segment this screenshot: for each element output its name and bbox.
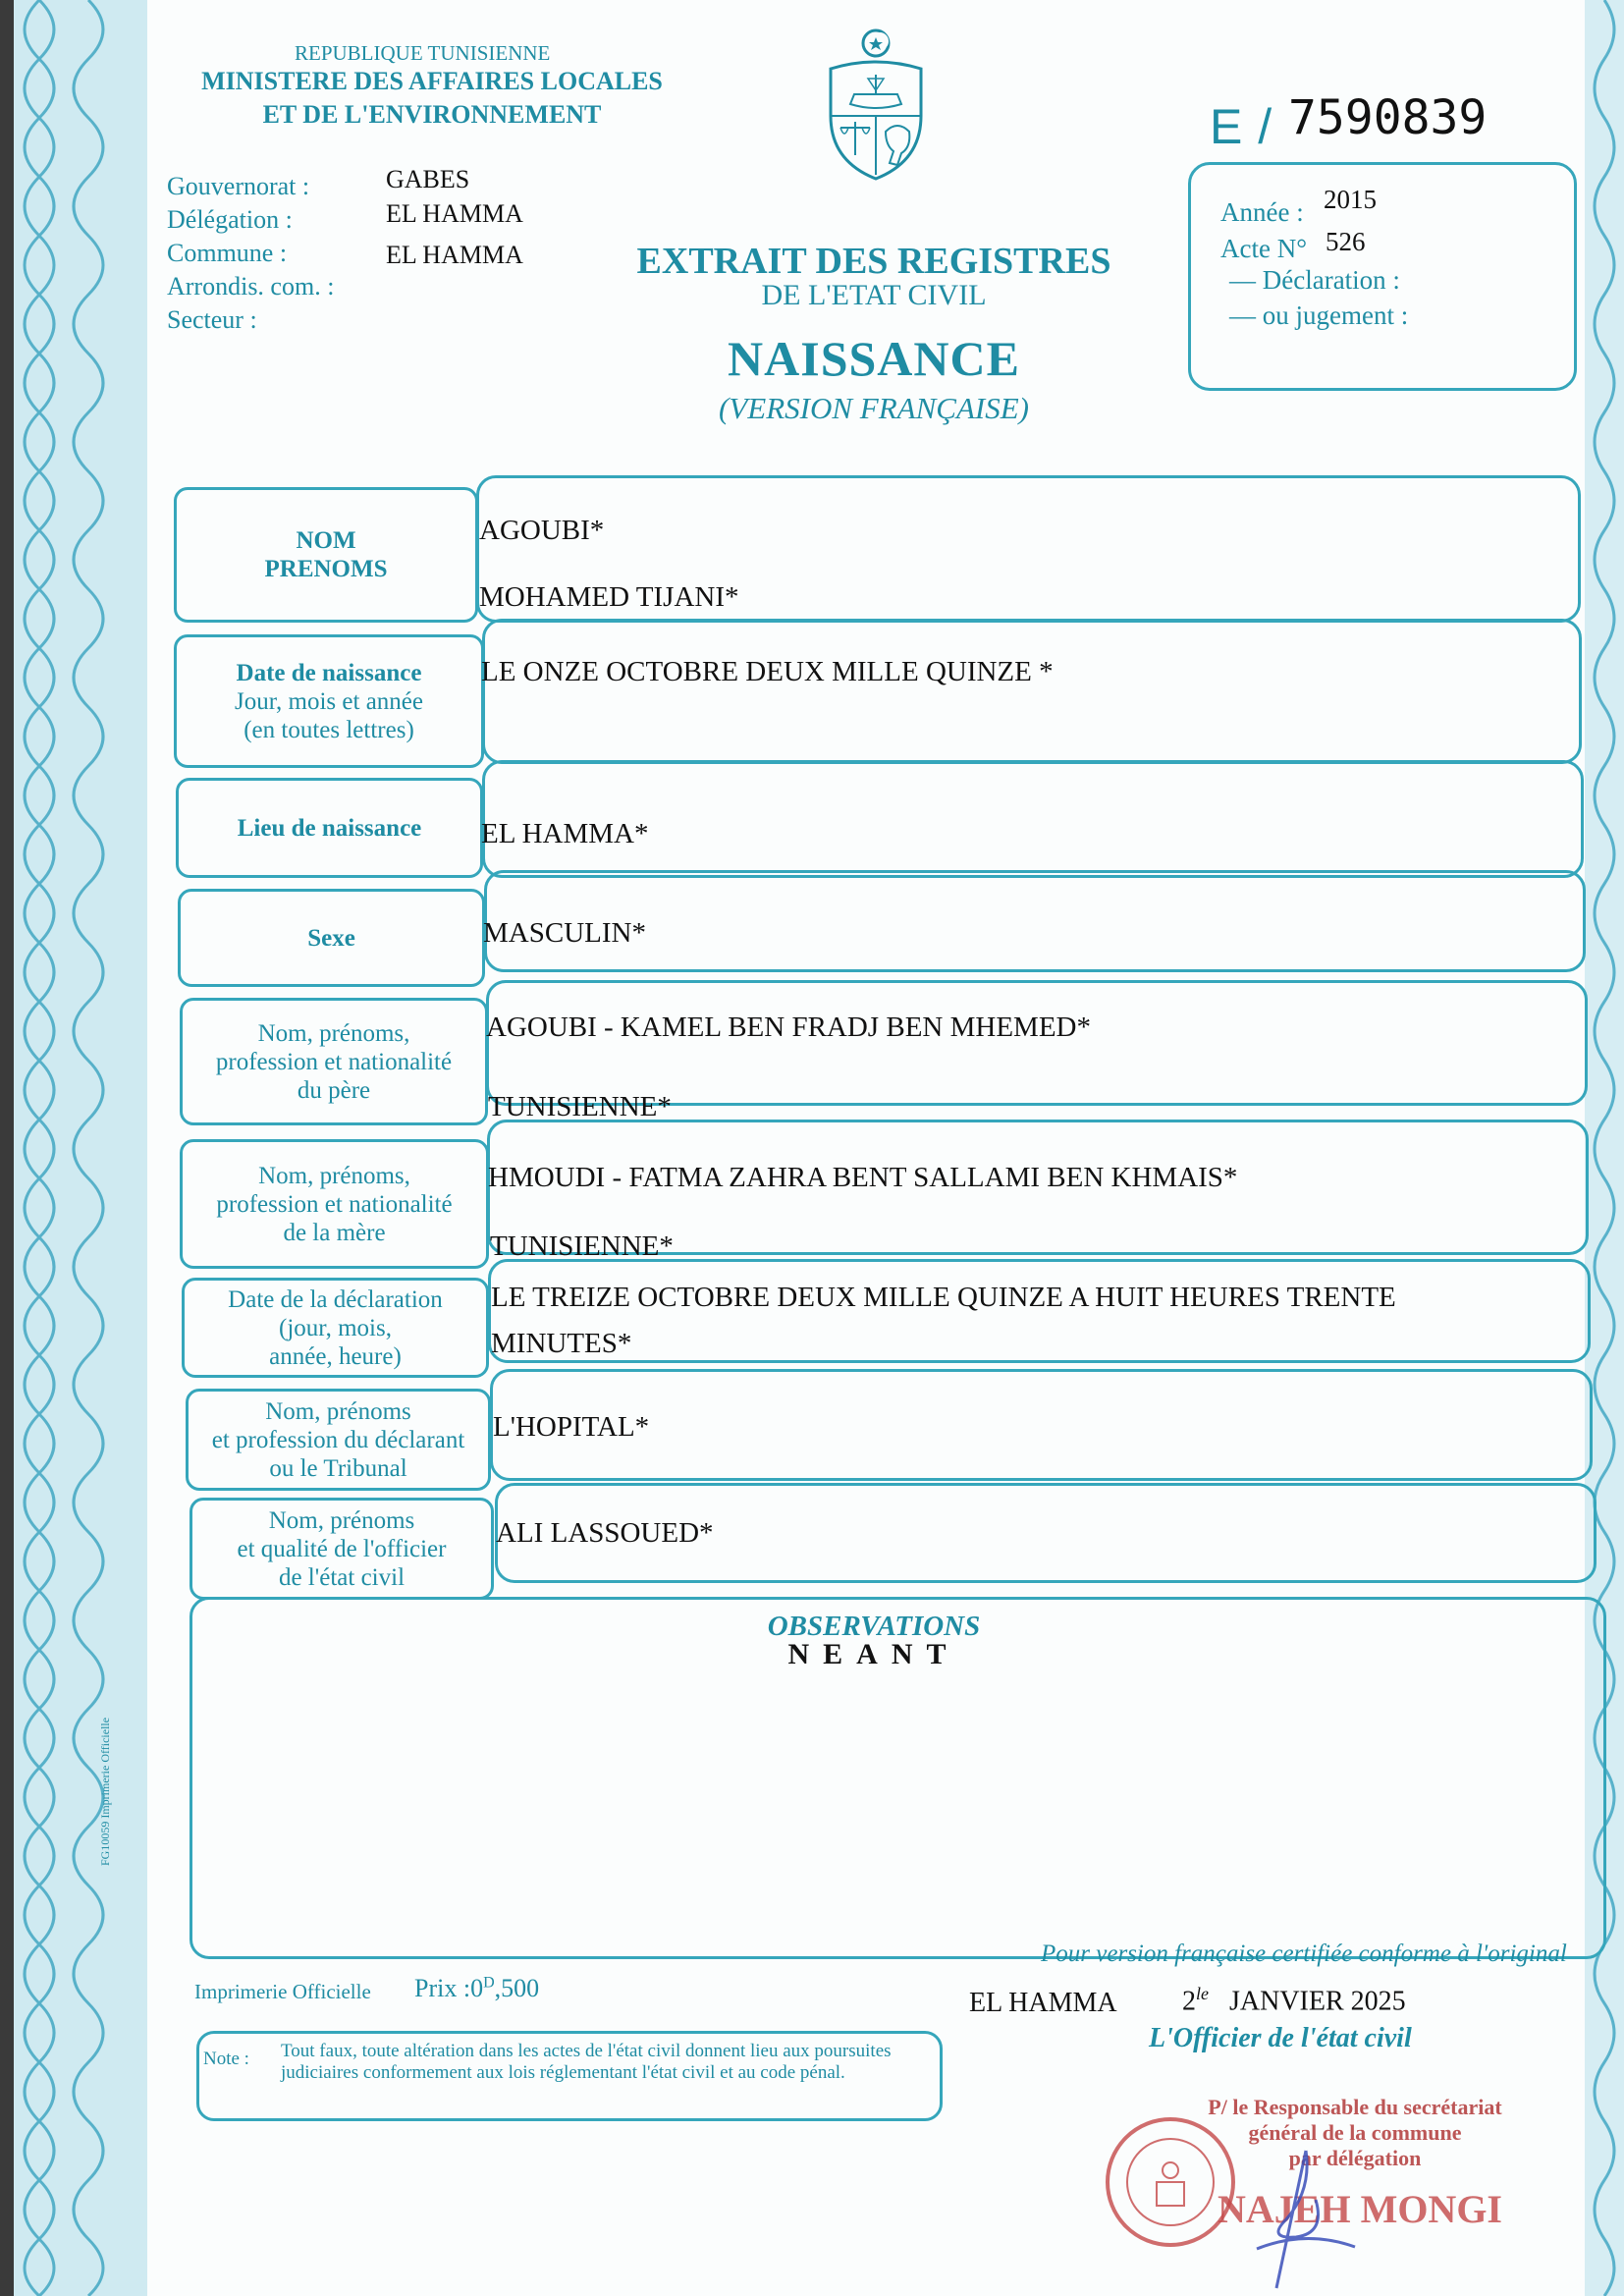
declarant-label-1: Nom, prénoms [265, 1397, 411, 1425]
sexe-value: MASCULIN* [483, 917, 646, 949]
nom-prenoms-label-box [174, 487, 478, 623]
document-title-version: (VERSION FRANÇAISE) [719, 391, 1029, 425]
price-amount: ,500 [494, 1974, 540, 2002]
republic-heading: REPUBLIQUE TUNISIENNE [295, 41, 551, 65]
commune-value: EL HAMMA [386, 241, 523, 269]
stamp-line-2: général de la commune [1248, 2120, 1462, 2145]
declaration-date-label-3: année, heure) [269, 1342, 402, 1370]
date-naissance-value: LE ONZE OCTOBRE DEUX MILLE QUINZE * [481, 656, 1054, 687]
mere-label-box [180, 1139, 489, 1269]
prenoms-value: MOHAMED TIJANI* [479, 581, 739, 613]
ministry-heading [177, 65, 687, 132]
annee-value: 2015 [1324, 185, 1377, 214]
nom-label: NOM [296, 527, 356, 554]
date-naissance-label: Date de naissance [236, 659, 422, 686]
declarant-label-2: et profession du déclarant [211, 1426, 465, 1453]
officier-label-box [189, 1498, 494, 1600]
mere-nationality-value: TUNISIENNE* [490, 1230, 674, 1262]
serial-prefix: E / [1210, 99, 1273, 154]
declarant-value: L'HOPITAL* [493, 1411, 650, 1443]
guilloche-border-left [0, 0, 147, 2296]
issue-day: 2 [1182, 1986, 1196, 2017]
legal-note-text: Tout faux, toute altération dans les actes de l'état civil donnent lieu aux poursuites judiciaires conformement aux lois réglementant l'état civil et au code pénal. [281, 2041, 892, 2083]
declaration-date-label-1: Date de la déclaration [228, 1285, 443, 1313]
acte-number-value: 526 [1326, 227, 1366, 256]
officier-label-1: Nom, prénoms [268, 1506, 415, 1534]
lieu-naissance-label: Lieu de naissance [237, 814, 422, 842]
certification-text: Pour version française certifiée conforme à l'original [1041, 1941, 1567, 1967]
observations-title: OBSERVATIONS [767, 1611, 981, 1642]
delegation-value: EL HAMMA [386, 199, 523, 228]
pere-label-3: du père [297, 1076, 371, 1104]
jugement-label: — ou jugement : [1229, 301, 1409, 330]
pere-label-1: Nom, prénoms, [257, 1019, 410, 1047]
document-title-etat-civil: DE L'ETAT CIVIL [761, 279, 987, 311]
pere-label-box [180, 998, 488, 1125]
sexe-value-box [484, 870, 1586, 972]
delegation-label: Délégation : [167, 205, 293, 234]
issue-month-year: JANVIER 2025 [1229, 1986, 1406, 2017]
secteur-label: Secteur : [167, 305, 257, 334]
document-title-registres: EXTRAIT DES REGISTRES [636, 241, 1111, 282]
pere-label-2: profession et nationalité [215, 1048, 453, 1075]
price [414, 1974, 539, 2003]
acte-number-label: Acte N° [1220, 234, 1308, 263]
legal-note-label: Note : [203, 2049, 249, 2069]
sexe-label-box [178, 889, 485, 987]
date-naissance-sublabel: Jour, mois et année [234, 687, 423, 715]
prenoms-label: PRENOMS [264, 556, 388, 582]
serial-number: 7590839 [1288, 90, 1488, 145]
document-title-naissance: NAISSANCE [728, 331, 1020, 386]
pere-nationality-value: TUNISIENNE* [488, 1091, 672, 1122]
date-naissance-sublabel-2: (en toutes lettres) [244, 716, 414, 743]
gouvernorat-label: Gouvernorat : [167, 172, 310, 200]
date-naissance-label-box [174, 634, 484, 768]
commune-label: Commune : [167, 239, 288, 267]
stamp-line-1: P/ le Responsable du secrétariat [1208, 2095, 1502, 2119]
issue-day-suffix: le [1196, 1984, 1209, 2003]
price-prefix: Prix :0 [414, 1974, 484, 2002]
mere-label-2: profession et nationalité [216, 1190, 453, 1218]
issue-date [1182, 1984, 1406, 2017]
declarant-label-box [186, 1389, 491, 1491]
ministry-line-1: MINISTERE DES AFFAIRES LOCALES [201, 67, 663, 95]
officier-value: ALI LASSOUED* [496, 1517, 714, 1549]
declaration-date-value-line1: LE TREIZE OCTOBRE DEUX MILLE QUINZE A HUIT HEURES TRENTE [491, 1282, 1396, 1313]
sexe-label: Sexe [307, 924, 355, 952]
printer-side-text: FG10059 Imprimerie Officielle [98, 1717, 112, 1866]
declarant-value-box [490, 1369, 1593, 1481]
arrondissement-label: Arrondis. com. : [167, 272, 335, 301]
gouvernorat-value: GABES [386, 165, 470, 193]
declaration-date-value-line2: MINUTES* [491, 1328, 632, 1359]
stamp-line-3: par délégation [1288, 2146, 1422, 2170]
imprimerie-label: Imprimerie Officielle [194, 1980, 371, 2003]
handwritten-signature [1218, 2131, 1375, 2296]
observations-value: NEANT [787, 1638, 960, 1670]
stamp-name: NAJEH MONGI [1218, 2187, 1502, 2231]
mere-label-3: de la mère [283, 1219, 386, 1246]
coat-of-arms-emblem [811, 26, 941, 183]
mere-label-1: Nom, prénoms, [258, 1162, 410, 1189]
declaration-label: — Déclaration : [1229, 265, 1400, 295]
annee-label: Année : [1220, 197, 1304, 227]
officier-label-2: et qualité de l'officier [237, 1535, 447, 1562]
date-naissance-value-box [482, 619, 1582, 764]
issue-place: EL HAMMA [969, 1988, 1117, 2018]
officer-title: L'Officier de l'état civil [1149, 2023, 1412, 2053]
mere-name-value: HMOUDI - FATMA ZAHRA BENT SALLAMI BEN KHMAIS* [488, 1162, 1238, 1193]
nom-value: AGOUBI* [479, 515, 605, 546]
officier-label-3: de l'état civil [278, 1563, 406, 1591]
lieu-naissance-value: EL HAMMA* [481, 818, 649, 849]
lieu-naissance-label-box [176, 778, 483, 878]
ministry-line-2: ET DE L'ENVIRONNEMENT [262, 100, 602, 129]
price-unit: D [483, 1974, 495, 1992]
declaration-date-label-2: (jour, mois, [279, 1314, 392, 1341]
declarant-label-3: ou le Tribunal [269, 1454, 407, 1482]
pere-name-value: AGOUBI - KAMEL BEN FRADJ BEN MHEMED* [486, 1011, 1091, 1043]
declaration-label-box [182, 1278, 489, 1378]
